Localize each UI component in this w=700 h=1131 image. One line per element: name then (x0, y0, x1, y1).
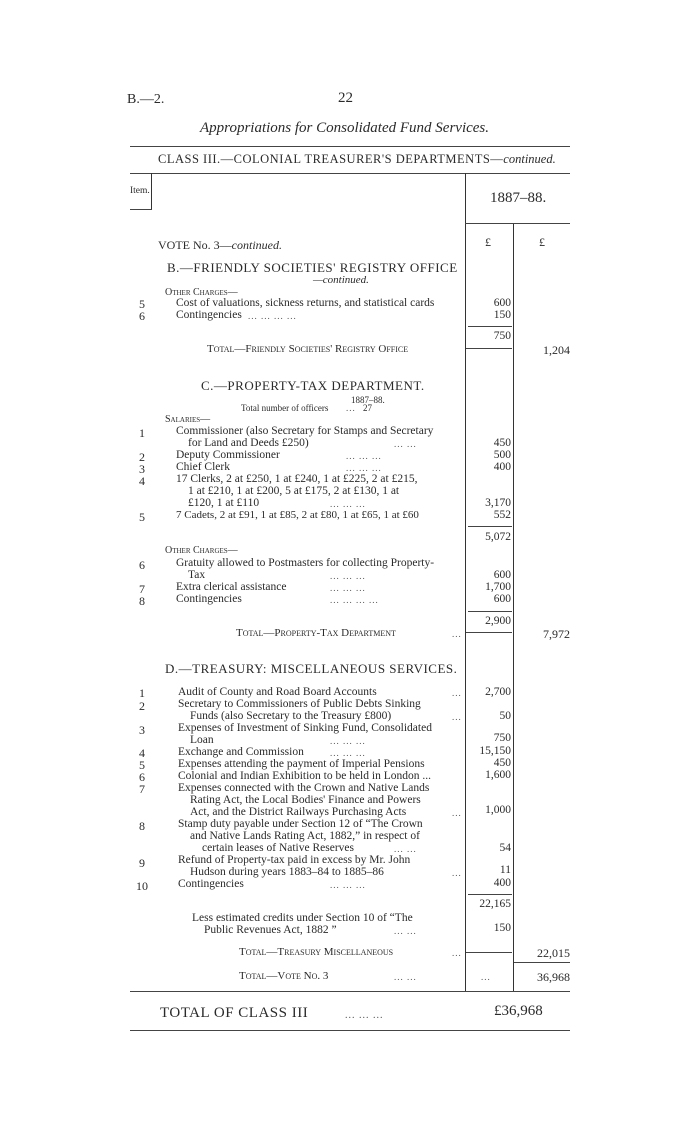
item-header-rule (130, 209, 152, 210)
d-item-text: Secretary to Commissioners of Public Debts Sinking (178, 698, 421, 710)
d-item-text: Hudson during years 1883–84 to 1885–86 (190, 866, 384, 878)
d-item-leader-dots: ... ... ... (330, 748, 366, 758)
c-other-subtotal: 2,900 (485, 615, 511, 627)
c-item-number: 1 (139, 426, 145, 440)
b-item-amount: 150 (493, 309, 511, 321)
d-item-text: Expenses of Investment of Sinking Fund, Consolidated (178, 722, 432, 734)
d-item-number: 6 (139, 770, 145, 784)
c-item-text: Extra clerical assistance (176, 581, 287, 593)
c-item-number: 7 (139, 582, 145, 596)
c-item-amount: 3,170 (485, 497, 511, 509)
d-item-text: Audit of County and Road Board Accounts (178, 686, 377, 698)
c-item-text: 17 Clerks, 2 at £250, 1 at £240, 1 at £225, 2 at £215, (176, 473, 418, 485)
section-b-heading: B.—FRIENDLY SOCIETIES' REGISTRY OFFICE (167, 260, 458, 275)
item-column-divider (151, 173, 152, 209)
c-salaries-subtotal: 5,072 (485, 531, 511, 543)
b-item-number: 5 (139, 297, 145, 311)
d-item-amount: 750 (493, 732, 511, 744)
subtotal-column-divider (513, 223, 514, 991)
c-item-amount: 552 (493, 509, 511, 521)
d-item-leader-dots: ... (452, 688, 462, 698)
b-item-text: Contingencies (176, 309, 242, 321)
c-item-leader-dots: ... ... ... ... (330, 595, 379, 605)
b-item-text: Cost of valuations, sickness returns, and statistical cards (176, 297, 435, 309)
d-item-text: Exchange and Commission (178, 746, 304, 758)
d-item-leader-dots: ... (452, 712, 462, 722)
d-item-number: 2 (139, 699, 145, 713)
b-subtotal: 750 (493, 330, 511, 342)
c-item-text: Commissioner (also Secretary for Stamps and Secretary (176, 425, 434, 437)
d-item-text: Rating Act, the Local Bodies' Finance and Powers (190, 794, 421, 806)
c-item-text: Deputy Commissioner (176, 449, 280, 461)
pound-sign-1: £ (485, 235, 491, 249)
b-subtotal-rule (468, 326, 512, 327)
d-less-leader-dots: ... ... (394, 926, 417, 936)
c-total-label: Total—Property-Tax Department (236, 627, 396, 639)
d-item-amount: 400 (493, 877, 511, 889)
d-item-text: Loan (190, 734, 214, 746)
title-rule (130, 146, 570, 147)
d-item-number: 1 (139, 686, 145, 700)
d-item-text: Expenses attending the payment of Imperial Pensions (178, 758, 425, 770)
c-item-amount: 400 (493, 461, 511, 473)
c-item-leader-dots: ... ... ... (330, 571, 366, 581)
vote-total-mid-dots: ... (481, 972, 491, 982)
c-item-number: 2 (139, 450, 145, 464)
d-less-text: Public Revenues Act, 1882 ” (204, 924, 337, 936)
d-less-amount: 150 (493, 922, 511, 934)
vote-total-leader-dots: ... ... (394, 972, 417, 982)
d-item-number: 3 (139, 723, 145, 737)
c-other-charges-label: Other Charges— (165, 545, 238, 556)
table-bottom-rule (130, 991, 570, 992)
c-item-text: 7 Cadets, 2 at £91, 1 at £85, 2 at £80, 1 at £65, 1 at £60 (176, 509, 419, 521)
table-top-rule (130, 173, 570, 174)
c-item-leader-dots: ... ... (394, 439, 417, 449)
c-item-text: Chief Clerk (176, 461, 230, 473)
c-officers-label: Total number of officers (241, 403, 329, 413)
d-item-number: 7 (139, 782, 145, 796)
d-total-underline (514, 962, 570, 963)
c-item-text: for Land and Deeds £250) (188, 437, 309, 449)
d-item-text: Contingencies (178, 878, 244, 890)
d-item-amount: 1,600 (485, 769, 511, 781)
c-total-rule (466, 632, 512, 633)
page-number: 22 (338, 90, 353, 106)
b-item-amount: 600 (493, 297, 511, 309)
d-subtotal-rule (468, 894, 512, 895)
d-item-amount: 15,150 (479, 745, 511, 757)
d-item-text: certain leases of Native Reserves (202, 842, 354, 854)
c-salaries-label: Salaries— (165, 414, 211, 425)
c-item-amount: 600 (493, 569, 511, 581)
d-item-text: Refund of Property-tax paid in excess by Mr. John (178, 854, 411, 866)
d-item-amount: 50 (499, 710, 511, 722)
vote-total: 36,968 (537, 970, 570, 984)
d-item-text: and Native Lands Rating Act, 1882,” in respect of (190, 830, 420, 842)
c-item-number: 5 (139, 510, 145, 524)
c-item-text: Contingencies (176, 593, 242, 605)
d-item-number: 5 (139, 758, 145, 772)
c-item-leader-dots: ... ... ... (330, 499, 366, 509)
class-total-amount: £36,968 (494, 1003, 543, 1019)
c-item-leader-dots: ... ... ... (330, 583, 366, 593)
c-officers-leader-dots: ... (346, 403, 356, 413)
class-heading: CLASS III.—COLONIAL TREASURER'S DEPARTMENTS—continued. (158, 152, 556, 166)
d-total-leader-dots: ... (452, 948, 462, 958)
section-d-heading: D.—TREASURY: MISCELLANEOUS SERVICES. (165, 661, 458, 676)
b-total: 1,204 (543, 343, 570, 357)
d-item-text: Act, and the District Railways Purchasing Acts (190, 806, 407, 818)
d-item-leader-dots: ... ... ... (330, 736, 366, 746)
c-total-leader-dots: ... (452, 629, 462, 639)
d-total-label: Total—Treasury Miscellaneous (239, 946, 394, 958)
class-total-rule (130, 1030, 570, 1031)
d-less-text: Less estimated credits under Section 10 of “The (192, 912, 413, 924)
d-item-amount: 54 (499, 842, 511, 854)
c-item-amount: 450 (493, 437, 511, 449)
b-item-number: 6 (139, 309, 145, 323)
class-total-label: TOTAL OF CLASS III (160, 1005, 309, 1021)
section-b-continued: —continued. (313, 274, 369, 286)
d-item-leader-dots: ... ... ... (330, 880, 366, 890)
c-item-text: Gratuity allowed to Postmasters for collecting Property- (176, 557, 435, 569)
section-c-heading: C.—PROPERTY-TAX DEPARTMENT. (201, 378, 425, 393)
c-item-number: 8 (139, 594, 145, 608)
d-item-text: Expenses connected with the Crown and Native Lands (178, 782, 430, 794)
c-other-subtotal-rule (468, 611, 512, 612)
b-item-leader-dots: ... ... ... ... (248, 311, 297, 321)
c-item-number: 3 (139, 462, 145, 476)
d-item-text: Stamp duty payable under Section 12 of “The Crown (178, 818, 423, 830)
c-item-amount: 1,700 (485, 581, 511, 593)
d-item-amount: 1,000 (485, 804, 511, 816)
year-header-rule (465, 223, 570, 224)
d-item-text: Funds (also Secretary to the Treasury £800) (190, 710, 392, 722)
c-total: 7,972 (543, 627, 570, 641)
c-salaries-subtotal-rule (468, 526, 512, 527)
vote-label: VOTE No. 3—continued. (158, 238, 282, 252)
c-item-text: Tax (188, 569, 206, 581)
c-item-text: £120, 1 at £110 (188, 497, 260, 509)
d-item-text: Colonial and Indian Exhibition to be held in London ... (178, 770, 431, 782)
d-item-amount: 450 (493, 757, 511, 769)
d-item-leader-dots: ... (452, 808, 462, 818)
class-total-leader-dots: ... ... ... (345, 1010, 384, 1021)
c-item-text: 1 at £210, 1 at £200, 5 at £175, 2 at £130, 1 at (188, 485, 400, 497)
d-total: 22,015 (537, 946, 570, 960)
d-total-rule (466, 952, 512, 953)
c-item-number: 4 (139, 474, 145, 488)
page-reference: B.—2. (127, 92, 165, 107)
c-officers-count: 27 (363, 403, 372, 413)
d-item-leader-dots: ... (452, 868, 462, 878)
d-item-number: 8 (139, 819, 145, 833)
c-item-leader-dots: ... ... ... (346, 451, 382, 461)
b-total-rule (466, 348, 512, 349)
page-title: Appropriations for Consolidated Fund Services. (200, 120, 490, 136)
c-item-amount: 500 (493, 449, 511, 461)
vote-total-label: Total—Vote No. 3 (239, 970, 329, 982)
year-header: 1887–88. (490, 190, 547, 206)
c-item-number: 6 (139, 558, 145, 572)
d-item-number: 4 (139, 746, 145, 760)
item-header: Item. (130, 186, 150, 196)
c-item-amount: 600 (493, 593, 511, 605)
b-total-label: Total—Friendly Societies' Registry Office (207, 343, 409, 355)
d-subtotal: 22,165 (479, 898, 511, 910)
d-item-amount: 2,700 (485, 686, 511, 698)
d-item-number: 10 (136, 879, 148, 893)
c-officers-year: 1887–88. (351, 395, 385, 405)
d-item-leader-dots: ... ... (394, 844, 417, 854)
pound-sign-2: £ (539, 235, 545, 249)
d-item-amount: 11 (499, 864, 511, 876)
c-item-leader-dots: ... ... ... (346, 463, 382, 473)
d-item-number: 9 (139, 856, 145, 870)
b-other-charges-label: Other Charges— (165, 287, 238, 298)
